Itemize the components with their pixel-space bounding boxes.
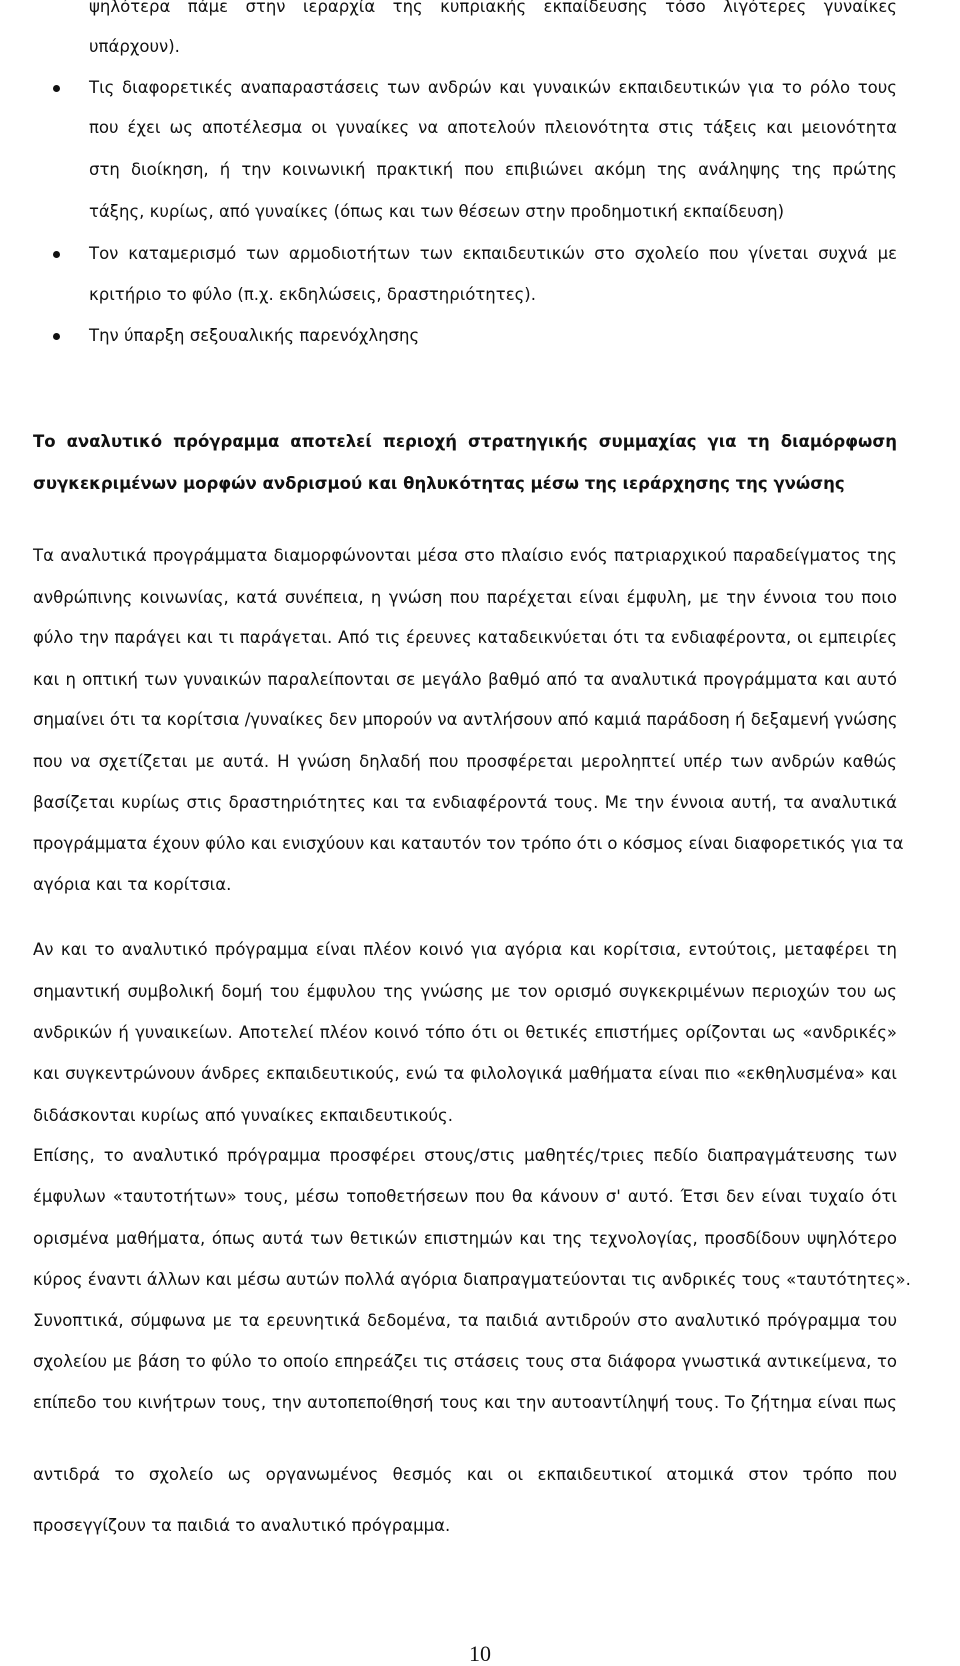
paragraph-line: φύλο την παράγει και τι παράγεται. Από τις έρευνες καταδεικνύεται ότι τα ενδιαφέροντα, οι εμπειρίες: [33, 628, 897, 647]
paragraph-line: προγράμματα έχουν φύλο και ενισχύουν και καταυτόν τον τρόπο ότι ο κόσμος είναι διαφορετικός για τα: [33, 834, 904, 853]
paragraph-line: ορισμένα μαθήματα, όπως αυτά των θετικών επιστημών και της τεχνολογίας, προσδίδουν υψηλότερο: [33, 1229, 897, 1248]
paragraph-line: σχολείου με βάση το φύλο το οποίο επηρεάζει τις στάσεις τους στα διάφορα γνωστικά αντικείμενα, το: [33, 1352, 897, 1371]
paragraph-line: Συνοπτικά, σύμφωνα με τα ερευνητικά δεδομένα, τα παιδιά αντιδρούν στο αναλυτικό πρόγραμμα του: [33, 1311, 897, 1330]
bullet-text-line: Τον καταμερισμό των αρμοδιοτήτων των εκπαιδευτικών στο σχολείο που γίνεται συχνά με: [89, 244, 897, 263]
text-line: ψηλότερα πάμε στην ιεραρχία της κυπριακής εκπαίδευσης τόσο λιγότερες γυναίκες: [89, 0, 897, 16]
paragraph-line: σημαίνει ότι τα κορίτσια /γυναίκες δεν μπορούν να αντλήσουν από καμιά παράδοση ή δεξαμενή γνώσης: [33, 710, 898, 729]
paragraph-line: προσεγγίζουν τα παιδιά το αναλυτικό πρόγραμμα.: [33, 1516, 451, 1535]
paragraph-line: σημαντική συμβολική δομή του έμφυλου της γνώσης με τον ορισμό συγκεκριμένων περιοχών του ως: [33, 982, 897, 1001]
paragraph-line: και συγκεντρώνουν άνδρες εκπαιδευτικούς, ενώ τα φιλολογικά μαθήματα είναι πιο «εκθηλυσμένα» και: [33, 1064, 897, 1083]
paragraph-line: και η οπτική των γυναικών παραλείπονται σε μεγάλο βαθμό από τα αναλυτικά προγράμματα και αυτό: [33, 670, 897, 689]
paragraph-line: Τα αναλυτικά προγράμματα διαμορφώνονται μέσα στο πλαίσιο ενός πατριαρχικού παραδείγματος της: [33, 546, 897, 565]
paragraph-line: επίπεδο του κινήτρων τους, την αυτοπεποίθησή τους και την αυτοαντίληψή τους. Το ζήτημα είναι πως: [33, 1393, 897, 1412]
bullet-text-line: Τις διαφορετικές αναπαραστάσεις των ανδρών και γυναικών εκπαιδευτικών για το ρόλο τους: [89, 78, 897, 97]
bullet-icon: [53, 333, 60, 340]
bullet-text-line: Την ύπαρξη σεξουαλικής παρενόχλησης: [89, 326, 420, 345]
bullet-text-line: στη διοίκηση, ή την κοινωνική πρακτική που επιβιώνει ακόμη της ανάληψης της πρώτης: [89, 160, 897, 179]
bullet-icon: [53, 85, 60, 92]
text-line: υπάρχουν).: [89, 37, 180, 56]
paragraph-line: Αν και το αναλυτικό πρόγραμμα είναι πλέον κοινό για αγόρια και κορίτσια, εντούτοις, μεταφέρει τη: [33, 940, 897, 959]
paragraph-line: ανδρικών ή γυναικείων. Αποτελεί πλέον κοινό τόπο ότι οι θετικές επιστήμες ορίζονται ως «ανδρικές»: [33, 1023, 897, 1042]
paragraph-line: ανθρώπινης κοινωνίας, κατά συνέπεια, η γνώση που παρέχεται είναι έμφυλη, με την έννοια του ποιο: [33, 588, 897, 607]
page-number: 10: [469, 1641, 491, 1666]
bullet-text-line: κριτήριο το φύλο (π.χ. εκδηλώσεις, δραστηριότητες).: [89, 285, 536, 304]
section-heading: συγκεκριμένων μορφών ανδρισμού και θηλυκότητας μέσω της ιεράρχησης της γνώσης: [33, 474, 845, 493]
paragraph-line: διδάσκονται κυρίως από γυναίκες εκπαιδευτικούς.: [33, 1106, 453, 1125]
bullet-text-line: τάξης, κυρίως, από γυναίκες (όπως και των θέσεων στην προδημοτική εκπαίδευση): [89, 202, 785, 221]
paragraph-line: Επίσης, το αναλυτικό πρόγραμμα προσφέρει στους/στις μαθητές/τριες πεδίο διαπραγμάτευσης των: [33, 1146, 897, 1165]
section-heading: Το αναλυτικό πρόγραμμα αποτελεί περιοχή στρατηγικής συμμαχίας για τη διαμόρφωση: [33, 432, 897, 451]
bullet-icon: [53, 251, 60, 258]
paragraph-line: αγόρια και τα κορίτσια.: [33, 875, 232, 894]
paragraph-line: κύρος έναντι άλλων και μέσω αυτών πολλά αγόρια διαπραγματεύονται τις ανδρικές τους «ταυτότητες».: [33, 1270, 911, 1289]
paragraph-line: βασίζεται κυρίως στις δραστηριότητες και τα ενδιαφέροντά τους. Με την έννοια αυτή, τα αναλυτικά: [33, 793, 897, 812]
paragraph-line: έμφυλων «ταυτοτήτων» τους, μέσω τοποθετήσεων που θα κάνουν σ' αυτό. Έτσι δεν είναι τυχαίο ότι: [33, 1187, 897, 1206]
paragraph-line: που να σχετίζεται με αυτά. Η γνώση δηλαδή που προσφέρεται μεροληπτεί υπέρ των ανδρών καθώς: [33, 752, 897, 771]
bullet-text-line: που έχει ως αποτέλεσμα οι γυναίκες να αποτελούν πλειονότητα στις τάξεις και μειονότητα: [89, 118, 897, 137]
paragraph-line: αντιδρά το σχολείο ως οργανωμένος θεσμός και οι εκπαιδευτικοί ατομικά στον τρόπο που: [33, 1465, 897, 1484]
